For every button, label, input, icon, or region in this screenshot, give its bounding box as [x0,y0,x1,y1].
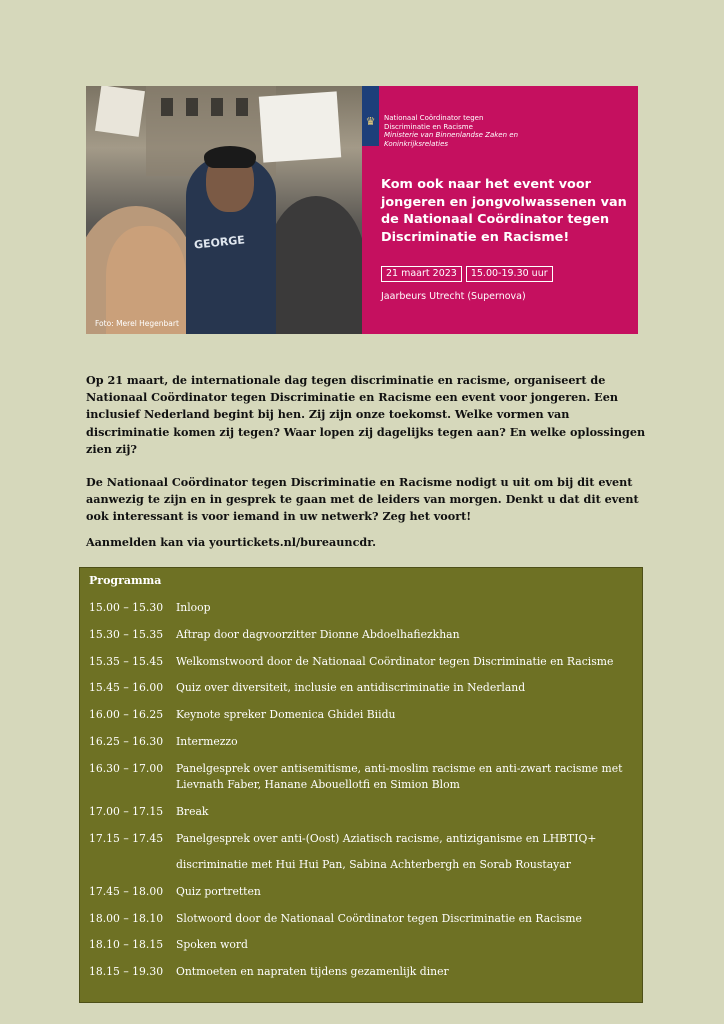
programme-desc: Quiz over diversiteit, inclusie en antidiscriminatie in Nederland [176,681,526,694]
programme-time: 17.00 – 17.15 [89,805,164,818]
ministry-line: Koninkrijksrelaties [384,139,449,148]
programme-time: 15.35 – 15.45 [89,655,164,668]
programme-time: 17.45 – 18.00 [89,885,164,898]
event-date: 21 maart 2023 [381,266,462,282]
programme-desc: Aftrap door dagvoorzitter Dionne Abdoelhafiezkhan [176,628,460,641]
intro-paragraph: Op 21 maart, de internationale dag tegen discriminatie en racisme, organiseert de Nationaal Coördinator tegen Discriminatie en Racisme een event voor jongeren. Een inclusief Nederland begint bij hen. Zij zijn onze toekomst. Welke vormen van discriminatie komen zij tegen? Waar lopen zij dagelijks tegen aan? En welke oplossingen zien zij? [86,373,646,456]
programme-time: 18.10 – 18.15 [89,938,164,951]
programme-time [89,857,176,873]
programme-item [89,600,634,616]
org-line: Nationaal Coördinator tegen [384,114,484,122]
programme-item [89,680,634,696]
programme-desc: Inloop [176,601,211,614]
jacket-text: GEORGE [193,233,246,252]
programme-item [89,831,634,847]
window-shape [211,98,223,116]
photo-credit: Foto: Merel Hegenbart [95,319,179,328]
registration-text: Aanmelden kan via yourtickets.nl/bureauncdr. [86,535,376,549]
programme-desc: Intermezzo [176,735,238,748]
organisation-name [384,114,518,148]
programme-time: 15.30 – 15.35 [89,628,164,641]
programme-item [89,654,634,670]
programme-item [89,627,634,643]
programme-item [89,761,634,793]
crest-icon: ♛ [365,115,376,128]
programme-item [89,707,634,723]
programme-desc: Keynote spreker Domenica Ghidei Biidu [176,708,396,721]
programme-box [79,567,643,1003]
programme-desc: Ontmoeten en napraten tijdens gezamenlijk diner [176,965,449,978]
window-shape [186,98,198,116]
programme-time: 15.00 – 15.30 [89,601,164,614]
programme-item [89,857,634,873]
programme-title: Programma [89,574,162,587]
person-hair [204,146,256,168]
programme-time: 15.45 – 16.00 [89,681,164,694]
programme-time: 17.15 – 17.45 [89,832,164,845]
banner-headline: Kom ook naar het event voor jongeren en jongvolwassenen van de Nationaal Coördinator tegen Discriminatie en Racisme! [381,177,627,245]
org-line: Discriminatie en Racisme [384,122,473,131]
protest-sign [95,86,145,137]
programme-time: 18.15 – 19.30 [89,965,164,978]
programme-desc: Slotwoord door de Nationaal Coördinator tegen Discriminatie en Racisme [176,912,582,925]
programme-desc: Quiz portretten [176,885,261,898]
programme-time: 16.00 – 16.25 [89,708,164,721]
programme-item [89,937,634,953]
government-logo-bar [362,86,379,146]
event-banner [86,86,638,334]
programme-item [89,804,634,820]
crowd-figure [106,226,186,334]
protest-sign [259,91,341,162]
window-shape [236,98,248,116]
event-location: Jaarbeurs Utrecht (Supernova) [381,291,526,302]
invite-paragraph: De Nationaal Coördinator tegen Discriminatie en Racisme nodigt u uit om bij dit event aanwezig te zijn en in gesprek te gaan met de leiders van morgen. Denkt u dat dit event ook interessant is voor iemand in uw netwerk? Zeg het voort! [86,475,639,524]
window-shape [161,98,173,116]
ministry-line: Ministerie van Binnenlandse Zaken en [384,131,519,139]
programme-desc: Break [176,805,209,818]
programme-desc: Panelgesprek over antisemitisme, anti-moslim racisme en anti-zwart racisme met Lievnath Faber, Hanane Abouellotfi en Simion Blom [176,762,623,791]
banner-info-panel [362,86,638,334]
date-row [381,266,553,282]
crowd-figure [266,196,362,334]
protest-photo [86,86,362,334]
programme-item [89,734,634,750]
programme-desc: Spoken word [176,938,248,951]
programme-desc: Panelgesprek over anti-(Oost) Aziatisch racisme, antiziganisme en LHBTIQ+ [176,832,597,845]
programme-item [89,911,634,927]
programme-item [89,964,634,980]
programme-time: 16.25 – 16.30 [89,735,164,748]
programme-time: 18.00 – 18.10 [89,912,164,925]
programme-desc: discriminatie met Hui Hui Pan, Sabina Achterbergh en Sorab Roustayar [176,858,571,871]
programme-desc: Welkomstwoord door de Nationaal Coördinator tegen Discriminatie en Racisme [176,655,614,668]
event-time: 15.00-19.30 uur [466,266,553,282]
programme-item [89,884,634,900]
programme-time: 16.30 – 17.00 [89,762,164,775]
